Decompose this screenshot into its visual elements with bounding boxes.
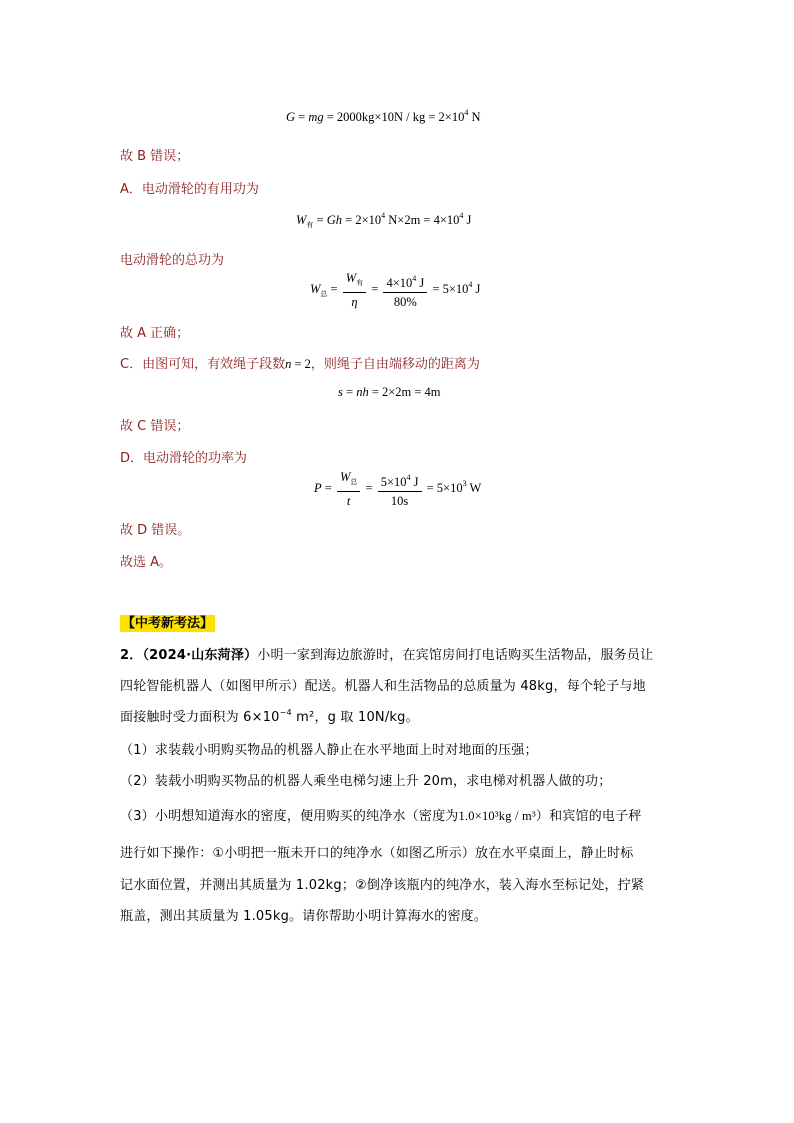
question-line-2: 四轮智能机器人（如图甲所示）配送。机器人和生活物品的总质量为 48kg，每个轮子与地	[120, 679, 646, 694]
question-part-3-line-4: 瓶盖，测出其质量为 1.05kg。请你帮助小明计算海水的密度。	[120, 909, 488, 924]
question-part-2: （2）装载小明购买物品的机器人乘坐电梯匀速上升 20m，求电梯对机器人做的功；	[120, 774, 612, 789]
text-d-intro: D．电动滑轮的功率为	[120, 451, 248, 466]
question-part-3-line-2: 进行如下操作：①小明把一瓶未开口的纯净水（如图乙所示）放在水平桌面上，静止时标	[120, 846, 634, 861]
text-c-wrong: 故 C 错误；	[120, 419, 190, 434]
text-b-wrong: 故 B 错误；	[120, 149, 190, 164]
section-tag	[120, 612, 215, 631]
text-c-n: n = 2	[285, 357, 311, 371]
question-text-3sup: −4	[279, 708, 292, 717]
question-text-3a: 面接触时受力面积为 6×10	[120, 710, 280, 725]
equation-useful-work: $W_有 = Gh = 2\times 10^4$ $N\times 2m = 4\times 10^4$ J	[296, 211, 472, 229]
question-line-3	[120, 706, 419, 725]
text-total-intro: 电动滑轮的总功为	[120, 253, 225, 268]
question-part-3-line-3: 记水面位置，并测出其质量为 1.02kg；②倒净该瓶内的纯净水，装入海水至标记处，拧紧	[120, 878, 645, 893]
text-c-intro-part1: C．由图可知，有效绳子段数	[120, 357, 286, 372]
text-d-wrong: 故 D 错误。	[120, 523, 191, 538]
question-density: 1.0×10³kg / m³	[458, 809, 536, 823]
question-line-1	[120, 644, 653, 663]
question-part-3	[120, 805, 642, 824]
equation-gravity: G = mg = 2000kg×10N / kg = $2\times 10^4$ N	[286, 108, 481, 124]
text-a-right: 故 A 正确；	[120, 326, 190, 341]
question-number: 2．	[120, 648, 143, 663]
text-choose-a: 故选 A。	[120, 555, 173, 570]
question-source: （2024·山东菏泽）	[142, 648, 258, 663]
question-text-1: 小明一家到海边旅游时，在宾馆房间打电话购买生活物品，服务员让	[257, 648, 654, 663]
equation-distance: s = nh = 2×2m = 4m	[338, 385, 441, 399]
equation-power: P = $\frac{W_总}{t}$ = $\frac{5\times 10^4 J}{10s}$ = $5\times 10^3$ W	[314, 470, 482, 508]
text-c-intro-part2: ，则绳子自由端移动的距离为	[310, 357, 480, 372]
question-part-3b: ）和宾馆的电子秤	[535, 809, 642, 824]
text-a-intro: A．电动滑轮的有用功为	[120, 182, 259, 197]
equation-total-work: $W_总$ = $\frac{W_有}{\eta}$ = $\frac{4\times 10^4 J}{80\%}$ = $5\times 10^4$ J	[310, 271, 481, 309]
question-part-1: （1）求装载小明购买物品的机器人静止在水平地面上时对地面的压强；	[120, 743, 538, 758]
text-c-intro	[120, 353, 480, 372]
question-part-3a: （3）小明想知道海水的密度，便用购买的纯净水（密度为	[120, 809, 459, 824]
section-tag-label: 【中考新考法】	[122, 616, 214, 631]
question-text-3b: m²，g 取 10N/kg。	[291, 710, 419, 725]
